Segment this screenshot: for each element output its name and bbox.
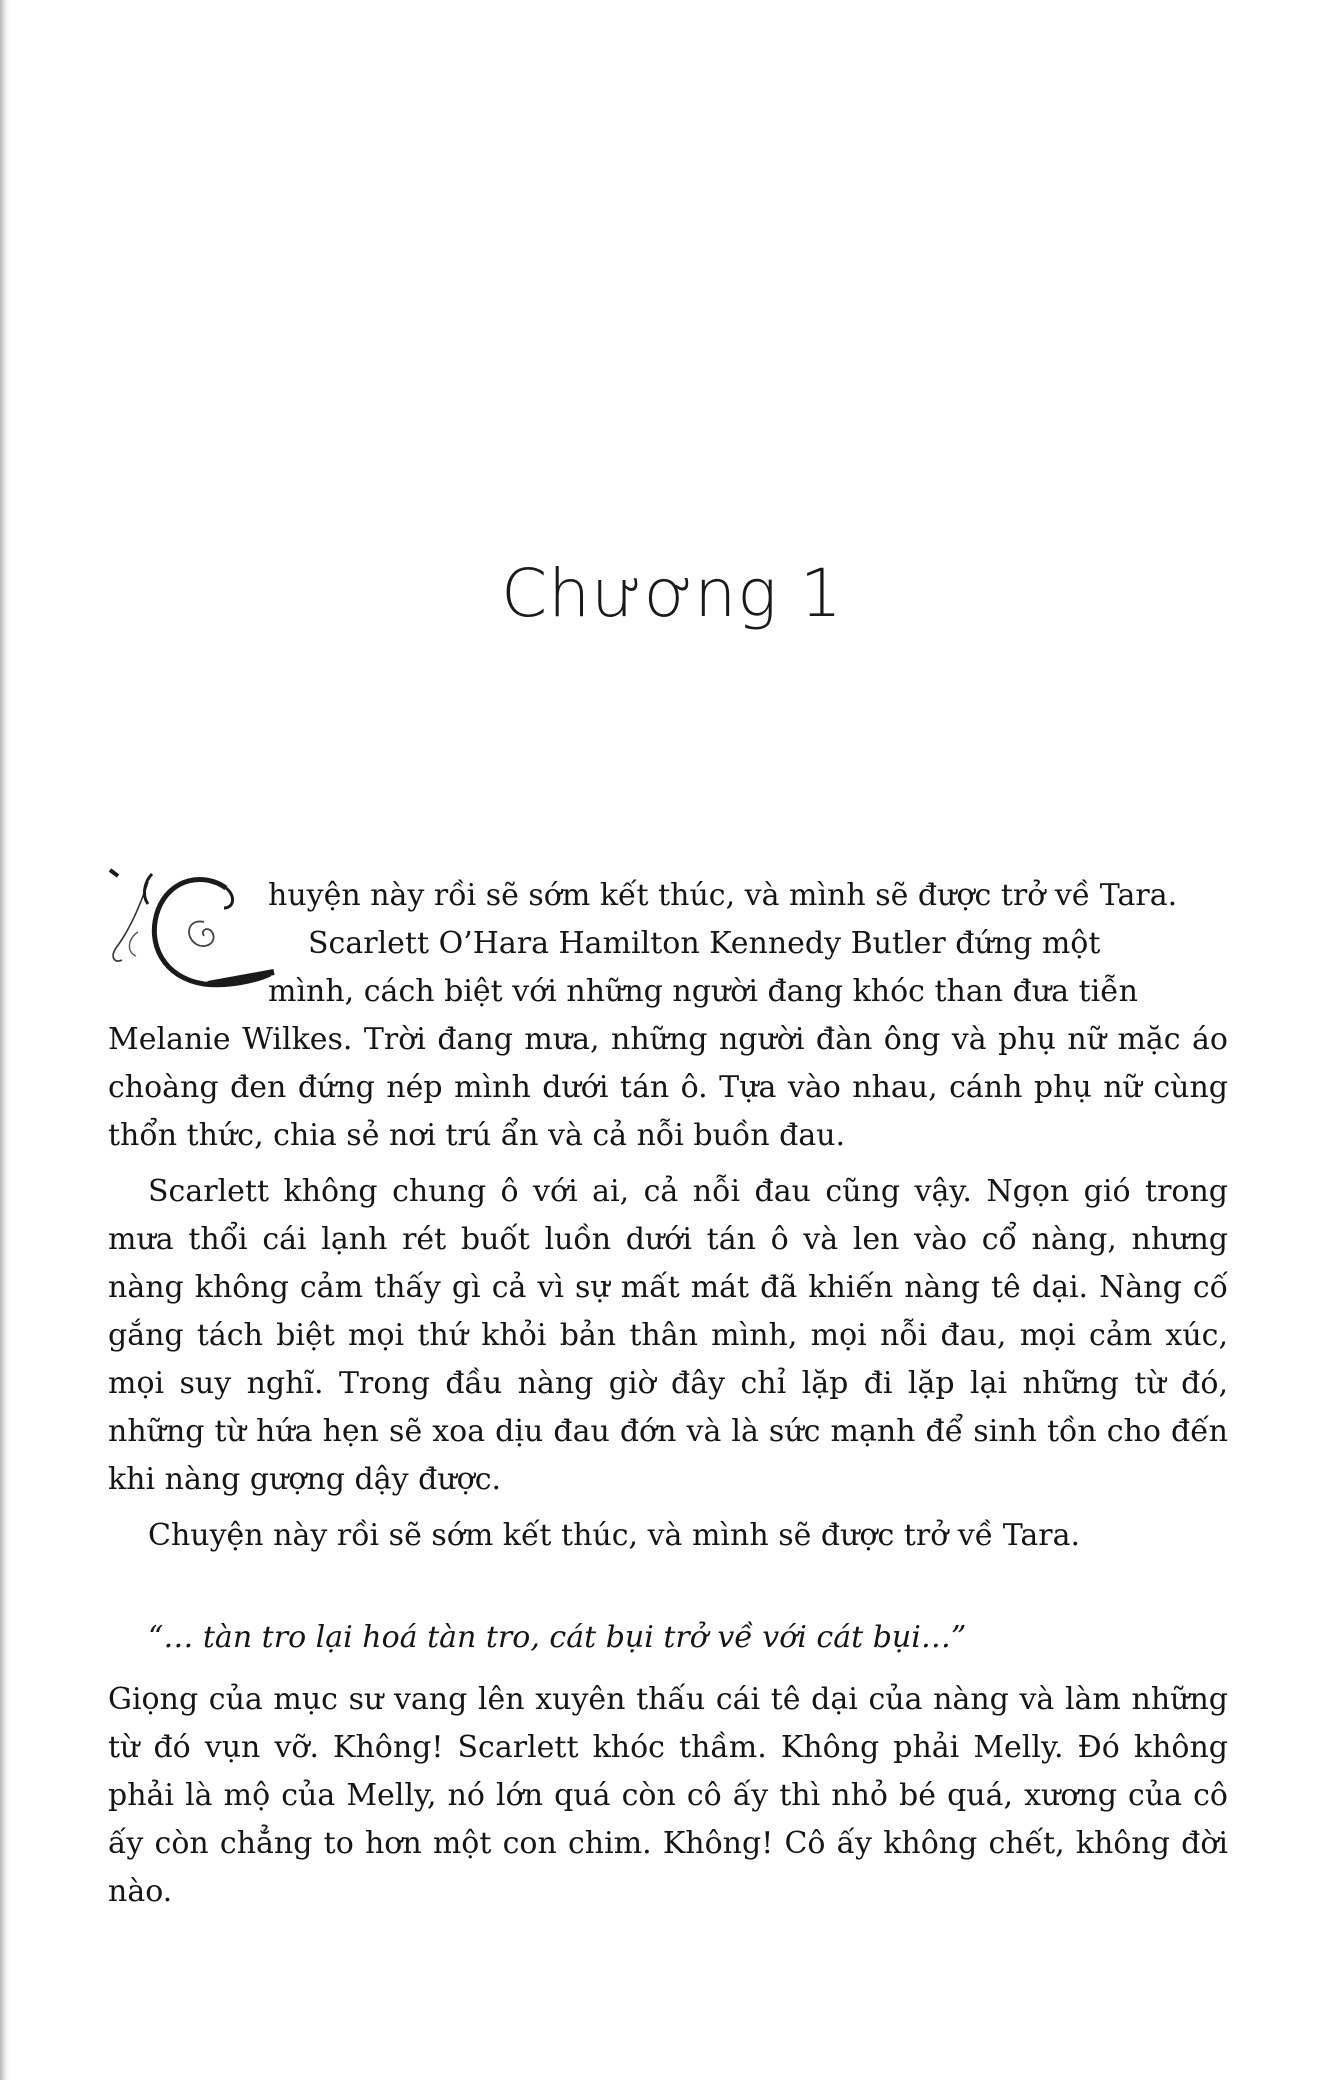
paragraph-1-line-3: mình, cách biệt với những người đang khóc than đưa tiễn (268, 974, 1138, 1009)
verse-quote: “… tàn tro lại hoá tàn tro, cát bụi trở về với cát bụi…” (148, 1620, 967, 1655)
paragraph-1-line-2: Scarlett O’Hara Hamilton Kennedy Butler đứng một (308, 926, 1101, 961)
paragraph-3: Chuyện này rồi sẽ sớm kết thúc, và mình sẽ được trở về Tara. (148, 1518, 1081, 1553)
chapter-title: Chương 1 (501, 555, 843, 632)
page-edge-shadow (0, 0, 9, 2080)
paragraph-2: Scarlett không chung ô với ai, cả nỗi đau cũng vậy. Ngọn gió trong mưa thổi cái lạnh rét buốt luồn dưới tán ô và len vào cổ nàng, nhưng nàng không cảm thấy gì cả vì sự mất mát đã khiến nàng tê dại. Nàng cố gắng tách biệt mọi thứ khỏi bản thân mình, mọi nỗi đau, mọi cảm xúc, mọi suy nghĩ. Trong đầu nàng giờ đây chỉ lặp đi lặp lại những từ đó, những từ hứa hẹn sẽ xoa dịu đau đớn và là sức mạnh để sinh tồn cho đến khi nàng gượng dậy được. (108, 1174, 1228, 1497)
chapter-body (108, 872, 1228, 1924)
paragraph-1-line-1: huyện này rồi sẽ sớm kết thúc, và mình sẽ được trở về Tara. (268, 878, 1178, 913)
paragraph-1 (108, 872, 1228, 1160)
paragraph-4: Giọng của mục sư vang lên xuyên thấu cái tê dại của nàng và làm những từ đó vụn vỡ. Không! Scarlett khóc thầm. Không phải Melly. Đó không phải là mộ của Melly, nó lớn quá còn cô ấy thì nhỏ bé quá, xương của cô ấy còn chẳng to hơn một con chim. Không! Cô ấy không chết, không đời nào. (108, 1682, 1228, 1909)
ornamental-c-dropcap-icon (108, 852, 278, 1012)
paragraph-1-rest: Melanie Wilkes. Trời đang mưa, những người đàn ông và phụ nữ mặc áo choàng đen đứng nép mình dưới tán ô. Tựa vào nhau, cánh phụ nữ cùng thổn thức, chia sẻ nơi trú ẩn và cả nỗi buồn đau. (108, 1022, 1228, 1153)
